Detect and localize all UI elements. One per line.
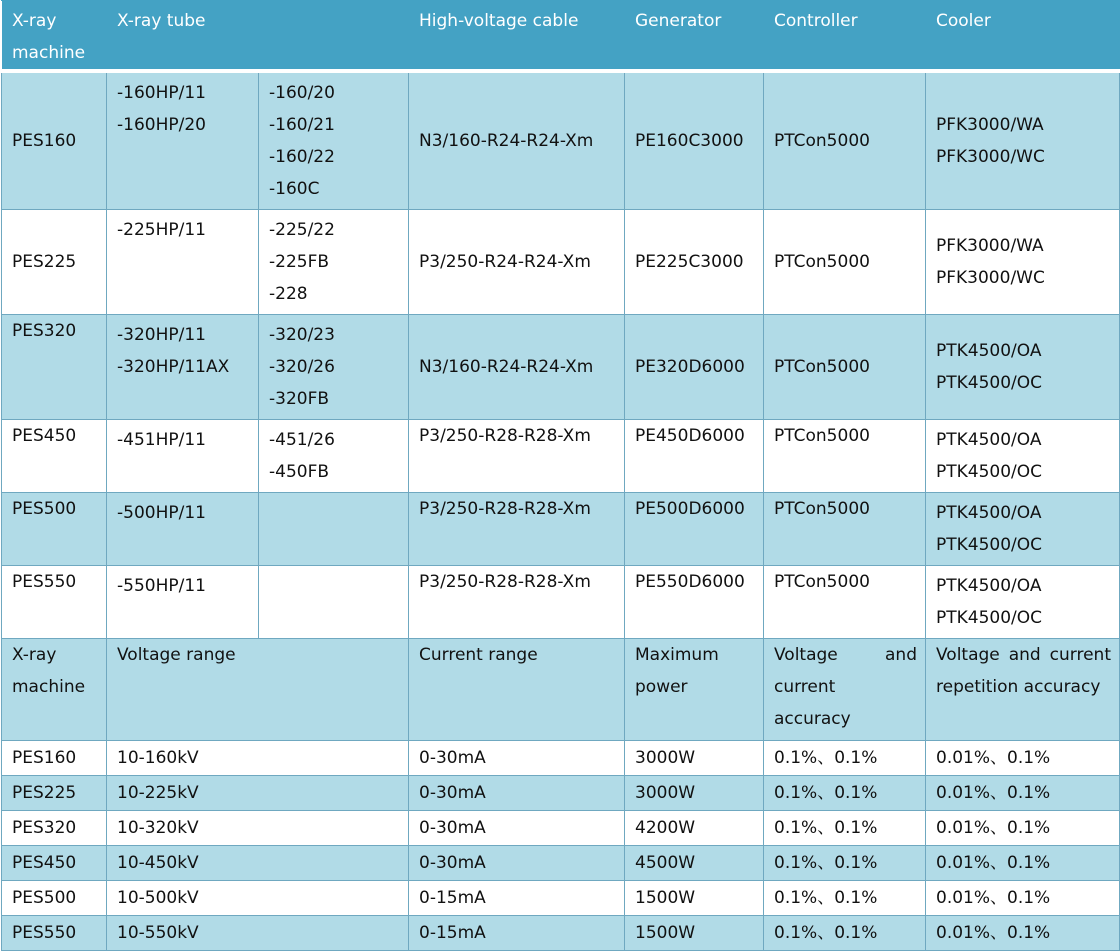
header-cell-tube: X-ray tube [107,1,409,72]
header-cell-machine-2: X-ray machine [2,639,107,741]
tube-model-cell [107,566,259,639]
perf-row [2,811,1120,846]
tube-model-cell [107,210,259,315]
header-cell-accuracy [764,639,926,741]
cell-line: -160C [269,179,320,199]
cell-line: PTK4500/OC [936,462,1043,482]
machine-cell: PES320 [2,811,107,846]
cell-line: -320HP/11 [117,325,206,345]
machine-cell: PES500 [2,493,107,566]
cell-line: PTK4500/OA [936,576,1042,596]
generator-cell: PE160C3000 [625,71,764,210]
cell-line: -320/23 [269,325,335,345]
cable-cell: P3/250-R28-R28-Xm [409,420,625,493]
tube-variant-cell [259,315,409,420]
cell-line: -451/26 [269,430,335,450]
accuracy-cell: 0.1%、0.1% [764,741,926,776]
spec-row [2,315,1120,420]
spec-row [2,420,1120,493]
accuracy-cell: 0.1%、0.1% [764,916,926,951]
machine-cell: PES160 [2,71,107,210]
header-cell-machine: X-ray machine [2,1,107,72]
cooler-cell [926,420,1120,493]
spec-row [2,71,1120,210]
cable-cell: P3/250-R24-R24-Xm [409,210,625,315]
generator-cell: PE450D6000 [625,420,764,493]
perf-row [2,916,1120,951]
controller-cell: PTCon5000 [764,71,926,210]
cell-line: -160/20 [269,83,335,103]
cable-cell: N3/160-R24-R24-Xm [409,315,625,420]
header-cell-current: Current range [409,639,625,741]
voltage-cell: 10-550kV [107,916,409,951]
tube-variant-cell [259,493,409,566]
tube-variant-cell [259,566,409,639]
current-cell: 0-30mA [409,846,625,881]
cell-line: PTK4500/OA [936,503,1042,523]
power-cell: 3000W [625,776,764,811]
cell-text: Voltage and current accuracy [774,645,917,729]
machine-cell: PES550 [2,566,107,639]
cell-line: PTK4500/OC [936,608,1043,628]
power-cell: 4200W [625,811,764,846]
spec-row [2,210,1120,315]
voltage-cell: 10-450kV [107,846,409,881]
repetition-cell: 0.01%、0.1% [926,811,1120,846]
cell-line: -500HP/11 [117,503,206,523]
tube-variant-cell [259,420,409,493]
perf-row [2,776,1120,811]
accuracy-cell: 0.1%、0.1% [764,776,926,811]
cell-line: -160/21 [269,115,335,135]
repetition-cell: 0.01%、0.1% [926,916,1120,951]
power-cell: 4500W [625,846,764,881]
cooler-cell [926,71,1120,210]
machine-cell: PES225 [2,776,107,811]
cell-line: PTK4500/OC [936,535,1043,555]
cable-cell: N3/160-R24-R24-Xm [409,71,625,210]
header-row [2,1,1120,72]
machine-cell: PES320 [2,315,107,420]
header-cell-generator: Generator [625,1,764,72]
cell-line: -160/22 [269,147,335,167]
cell-line: -320FB [269,389,330,409]
cooler-cell [926,210,1120,315]
xray-spec-table [1,0,1120,951]
controller-cell: PTCon5000 [764,493,926,566]
controller-cell: PTCon5000 [764,210,926,315]
machine-cell: PES450 [2,420,107,493]
generator-cell: PE225C3000 [625,210,764,315]
cell-line: -320/26 [269,357,335,377]
machine-cell: PES160 [2,741,107,776]
accuracy-cell: 0.1%、0.1% [764,881,926,916]
table-body [2,1,1120,951]
controller-cell: PTCon5000 [764,420,926,493]
tube-model-cell [107,315,259,420]
tube-variant-cell [259,210,409,315]
cooler-cell [926,315,1120,420]
cell-line: PFK3000/WA [936,236,1044,256]
cell-line: -550HP/11 [117,576,206,596]
voltage-cell: 10-320kV [107,811,409,846]
generator-cell: PE320D6000 [625,315,764,420]
cell-line: PFK3000/WA [936,115,1044,135]
repetition-cell: 0.01%、0.1% [926,741,1120,776]
cell-line: -160HP/11 [117,83,206,103]
cell-line: -320HP/11AX [117,357,230,377]
header-cell-voltage: Voltage range [107,639,409,741]
tube-model-cell [107,71,259,210]
cell-line: PTK4500/OA [936,430,1042,450]
cell-line: PFK3000/WC [936,147,1045,167]
cable-cell: P3/250-R28-R28-Xm [409,493,625,566]
voltage-cell: 10-160kV [107,741,409,776]
header-cell-repetition [926,639,1120,741]
current-cell: 0-15mA [409,916,625,951]
cell-line: PFK3000/WC [936,268,1045,288]
header-cell-cooler: Cooler [926,1,1120,72]
controller-cell: PTCon5000 [764,315,926,420]
current-cell: 0-15mA [409,881,625,916]
controller-cell: PTCon5000 [764,566,926,639]
power-cell: 3000W [625,741,764,776]
cable-cell: P3/250-R28-R28-Xm [409,566,625,639]
cooler-cell [926,493,1120,566]
repetition-cell: 0.01%、0.1% [926,846,1120,881]
tube-model-cell [107,493,259,566]
machine-cell: PES225 [2,210,107,315]
repetition-cell: 0.01%、0.1% [926,776,1120,811]
machine-cell: PES450 [2,846,107,881]
spec-row [2,566,1120,639]
cell-text: Voltage and current repetition accuracy [936,645,1111,697]
current-cell: 0-30mA [409,776,625,811]
accuracy-cell: 0.1%、0.1% [764,846,926,881]
cell-line: -160HP/20 [117,115,206,135]
perf-row [2,741,1120,776]
cell-line: -225/22 [269,220,335,240]
perf-row [2,846,1120,881]
accuracy-cell: 0.1%、0.1% [764,811,926,846]
power-cell: 1500W [625,881,764,916]
tube-model-cell [107,420,259,493]
generator-cell: PE550D6000 [625,566,764,639]
header-cell-cable: High-voltage cable [409,1,625,72]
cell-line: PTK4500/OA [936,341,1042,361]
cell-line: -451HP/11 [117,430,206,450]
machine-cell: PES500 [2,881,107,916]
current-cell: 0-30mA [409,741,625,776]
repetition-cell: 0.01%、0.1% [926,881,1120,916]
header-cell-controller: Controller [764,1,926,72]
cell-line: -228 [269,284,308,304]
cell-line: -225HP/11 [117,220,206,240]
subheader-row [2,639,1120,741]
generator-cell: PE500D6000 [625,493,764,566]
cell-line: PTK4500/OC [936,373,1043,393]
cooler-cell [926,566,1120,639]
voltage-cell: 10-500kV [107,881,409,916]
current-cell: 0-30mA [409,811,625,846]
power-cell: 1500W [625,916,764,951]
perf-row [2,881,1120,916]
header-cell-power: Maximum power [625,639,764,741]
cell-line: -450FB [269,462,330,482]
machine-cell: PES550 [2,916,107,951]
voltage-cell: 10-225kV [107,776,409,811]
spec-row [2,493,1120,566]
tube-variant-cell [259,71,409,210]
cell-line: -225FB [269,252,330,272]
